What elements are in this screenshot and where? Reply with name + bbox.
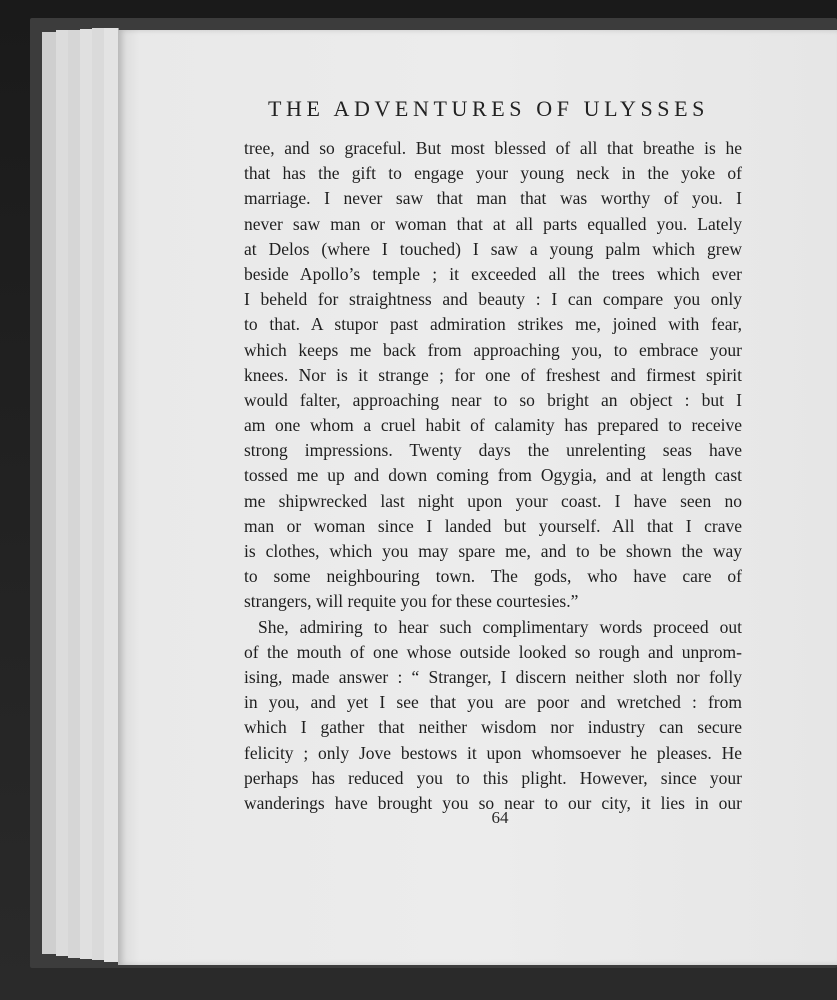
text-line: strangers, will requite you for these courtesies.” xyxy=(244,591,579,612)
text-line: knees. Nor is it strange ; for one of freshest and firmest spirit xyxy=(244,364,742,385)
text-line: She, admiring to hear such complimentary words proceed out xyxy=(258,616,742,637)
text-line: felicity ; only Jove bestows it upon whomsoever he pleases. He xyxy=(244,742,742,763)
text-line: man or woman since I landed but yourself. All that I crave xyxy=(244,515,742,536)
text-line: which I gather that neither wisdom nor industry can secure xyxy=(244,717,742,738)
text-line: to some neighbouring town. The gods, who have care of xyxy=(244,566,742,587)
text-line: I beheld for straightness and beauty : I can compare you only xyxy=(244,289,742,310)
text-line: would falter, approaching near to so bright an object : but I xyxy=(244,389,742,410)
page-edge xyxy=(104,28,119,962)
text-line: is clothes, which you may spare me, and to be shown the way xyxy=(244,541,742,561)
text-line: ising, made answer : “ Stranger, I discern neither sloth nor folly xyxy=(244,666,742,687)
text-line: in you, and yet I see that you are poor and wretched : from xyxy=(244,692,742,713)
text-line: tossed me up and down coming from Ogygia, and at length cast xyxy=(244,465,742,486)
text-line: which keeps me back from approaching you, to embrace your xyxy=(244,339,742,360)
text-line: at Delos (where I touched) I saw a young palm which grew xyxy=(244,238,742,259)
body-text xyxy=(244,136,742,816)
text-line: tree, and so graceful. But most blessed of all that breathe is he xyxy=(244,138,742,158)
text-line: wanderings have brought you so near to our city, it lies in our xyxy=(244,792,742,813)
text-line: of the mouth of one whose outside looked so rough and unprom- xyxy=(244,641,742,662)
page-edge xyxy=(42,32,57,954)
text-line: perhaps has reduced you to this plight. However, since your xyxy=(244,767,742,788)
text-line: beside Apollo’s temple ; it exceeded all the trees which ever xyxy=(244,263,742,284)
text-line: marriage. I never saw that man that was worthy of you. I xyxy=(244,188,742,209)
text-line: strong impressions. Twenty days the unrelenting seas have xyxy=(244,440,742,461)
text-line: me shipwrecked last night upon your coast. I have seen no xyxy=(244,490,742,511)
text-line: am one whom a cruel habit of calamity has prepared to receive xyxy=(244,415,742,436)
text-line: to that. A stupor past admiration strikes me, joined with fear, xyxy=(244,314,742,335)
running-head: THE ADVENTURES OF ULYSSES xyxy=(268,96,709,121)
text-line: that has the gift to engage your young neck in the yoke of xyxy=(244,163,742,184)
text-line: never saw man or woman that at all parts equalled you. Lately xyxy=(244,213,742,234)
page-number: 64 xyxy=(491,808,509,827)
